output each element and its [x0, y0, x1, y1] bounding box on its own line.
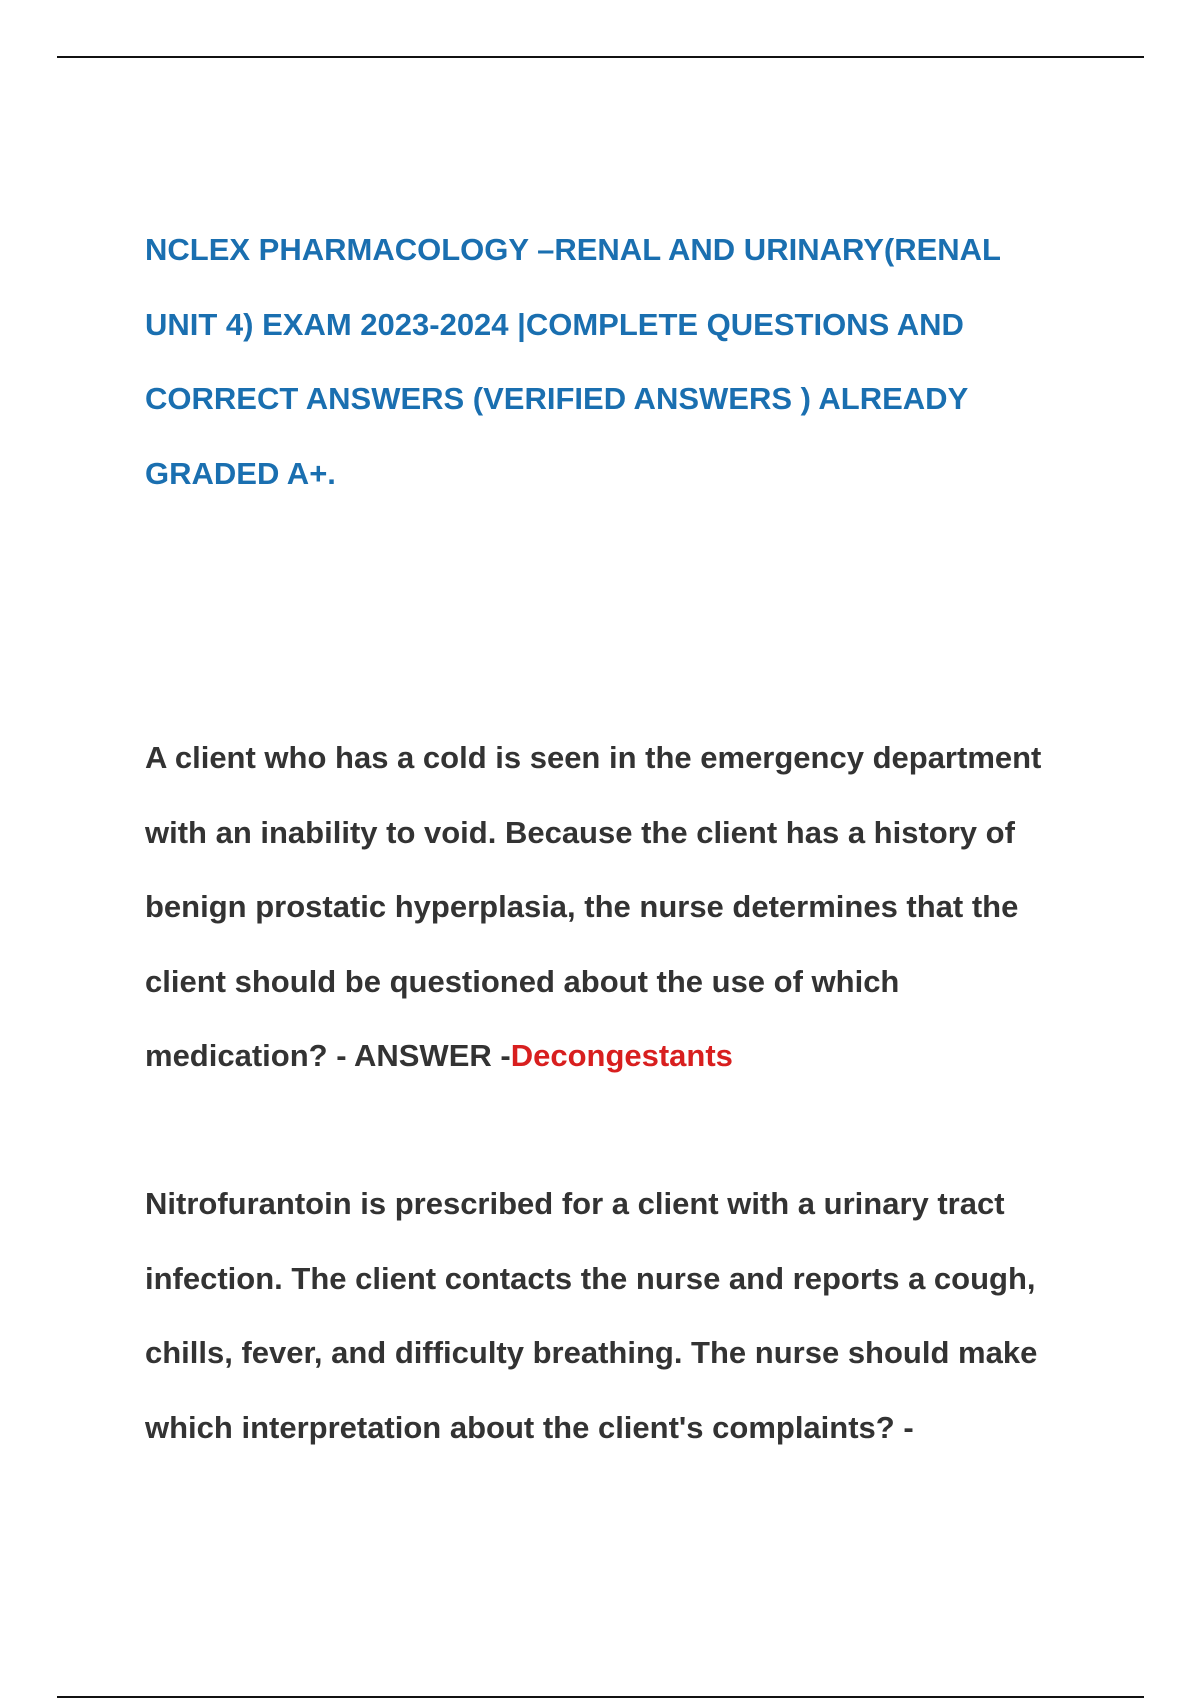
title-line-2: UNIT 4) EXAM 2023-2024 |COMPLETE QUESTIONS AND [145, 306, 964, 342]
question-1-line-4: client should be questioned about the use of which [145, 963, 900, 999]
question-block-1 [145, 721, 1105, 1094]
bottom-rule [57, 1696, 1144, 1698]
question-2-line-1: Nitrofurantoin is prescribed for a client with a urinary tract [145, 1186, 1005, 1221]
question-2-line-4: which interpretation about the client's complaints? - [145, 1409, 914, 1445]
document-title [145, 213, 1085, 511]
question-1-answer: Decongestants [510, 1038, 733, 1073]
title-line-3: CORRECT ANSWERS (VERIFIED ANSWERS ) ALREADY [145, 381, 969, 416]
question-1-answer-line [145, 1019, 1105, 1094]
question-1-answer-prefix: medication? - ANSWER - [145, 1038, 511, 1073]
question-2-line-3: chills, fever, and difficulty breathing. The nurse should make [145, 1335, 1038, 1370]
title-line-1: NCLEX PHARMACOLOGY –RENAL AND URINARY(RENAL [145, 232, 1001, 267]
question-1-line-2: with an inability to void. Because the client has a history of [145, 814, 1015, 850]
top-rule [57, 56, 1144, 58]
question-block-2 [145, 1167, 1105, 1465]
question-1-line-1: A client who has a cold is seen in the emergency department [145, 740, 1042, 775]
title-line-4: GRADED A+. [145, 455, 336, 491]
question-2-line-2: infection. The client contacts the nurse and reports a cough, [145, 1260, 1036, 1296]
question-1-line-3: benign prostatic hyperplasia, the nurse determines that the [145, 889, 1019, 924]
